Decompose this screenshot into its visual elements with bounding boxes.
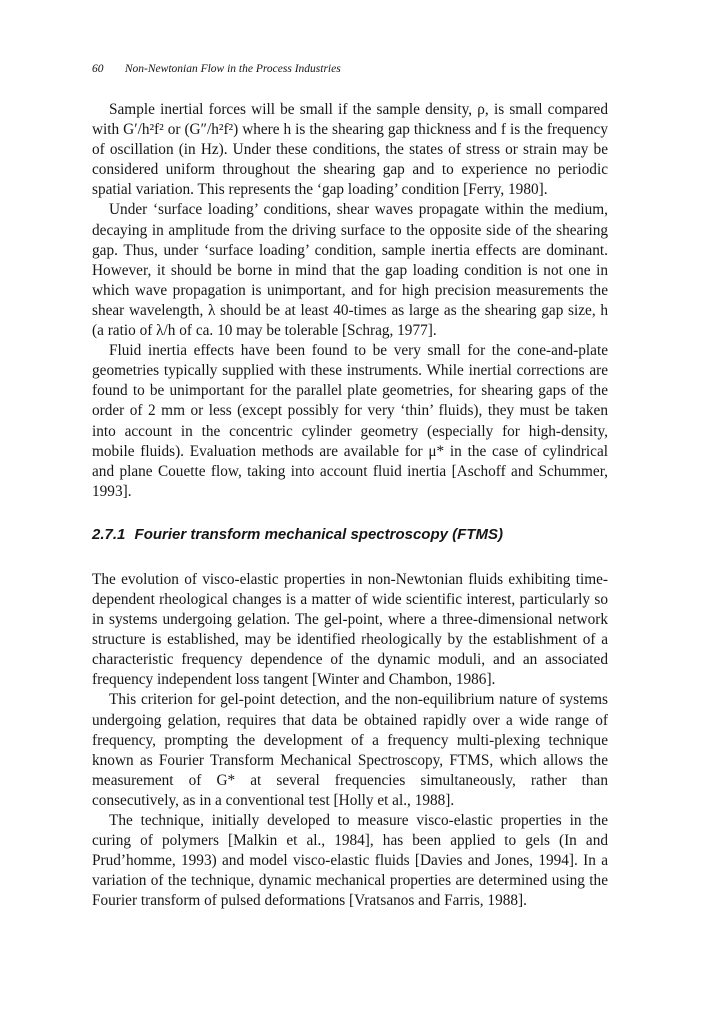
page-number: 60 xyxy=(92,63,104,75)
section-number: 2.7.1 xyxy=(92,525,126,543)
paragraph-ftms-intro: The evolution of visco-elastic properties in non-Newtonian fluids exhibiting time-dependent rheological changes is a matter of wide scientific interest, particularly so in systems undergoing gelation. The gel-point, where a three-dimensional network structure is established, may be identified rheologically by the establishment of a characteristic frequency dependence of the dynamic moduli, and an associated frequency independent loss tangent [Winter and Chambon, 1986]. xyxy=(92,570,608,689)
paragraph-sample-inertia: Sample inertial forces will be small if the sample density, ρ, is small compared with G′/h²f² or (G″/h²f²) where h is the shearing gap thickness and f is the frequency of oscillation (in Hz). Under these conditions, the states of stress or strain may be considered uniform throughout the shearing gap and to experience no periodic spatial variation. This represents the ‘gap loading’ condition [Ferry, 1980]. xyxy=(92,101,608,199)
paragraph-fluid-inertia: Fluid inertia effects have been found to be very small for the cone-and-plate geometries typically supplied with these instruments. While inertial corrections are found to be unimportant for the parallel plate geometries, for shearing gaps of the order of 2 mm or less (except possibly for very ‘thin’ fluids), they must be taken into account in the concentric cylinder geometry (especially for high-density, mobile fluids). Evaluation methods are available for μ* in the case of cylindrical and plane Couette flow, taking into account fluid inertia [Aschoff and Schummer, 1993]. xyxy=(92,342,608,500)
paragraph-surface-loading: Under ‘surface loading’ conditions, shear waves propagate within the medium, decaying in amplitude from the driving surface to the opposite side of the shearing gap. Thus, under ‘surface loading’ condition, sample inertia effects are dominant. However, it should be borne in mind that the gap loading condition is not one in which wave propagation is unimportant, and for high precision measurements the shear wavelength, λ should be at least 40-times as large as the shearing gap size, h (a ratio of λ/h of ca. 10 may be tolerable [Schrag, 1977]. xyxy=(92,201,608,340)
section-heading xyxy=(92,525,608,545)
running-header xyxy=(92,63,341,75)
paragraph-technique-applications: The technique, initially developed to measure visco-elastic properties in the curing of polymers [Malkin et al., 1984], has been applied to gels (In and Prud’homme, 1993) and model visco-elastic fluids [Davies and Jones, 1994]. In a variation of the technique, dynamic mechanical properties are determined using the Fourier transform of pulsed deformations [Vratsanos and Farris, 1988]. xyxy=(92,812,608,910)
section-title: Fourier transform mechanical spectroscopy (FTMS) xyxy=(134,525,503,543)
paragraph-gel-point-criterion: This criterion for gel-point detection, and the non-equilibrium nature of systems undergoing gelation, requires that data be obtained rapidly over a wide range of frequency, prompting the development of a frequency multi-plexing technique known as Fourier Transform Mechanical Spectroscopy, FTMS, which allows the measurement of G* at several frequencies simultaneously, rather than consecutively, as in a conventional test [Holly et al., 1988]. xyxy=(92,691,608,809)
running-title: Non-Newtonian Flow in the Process Industries xyxy=(124,63,341,75)
body-text xyxy=(92,100,608,911)
